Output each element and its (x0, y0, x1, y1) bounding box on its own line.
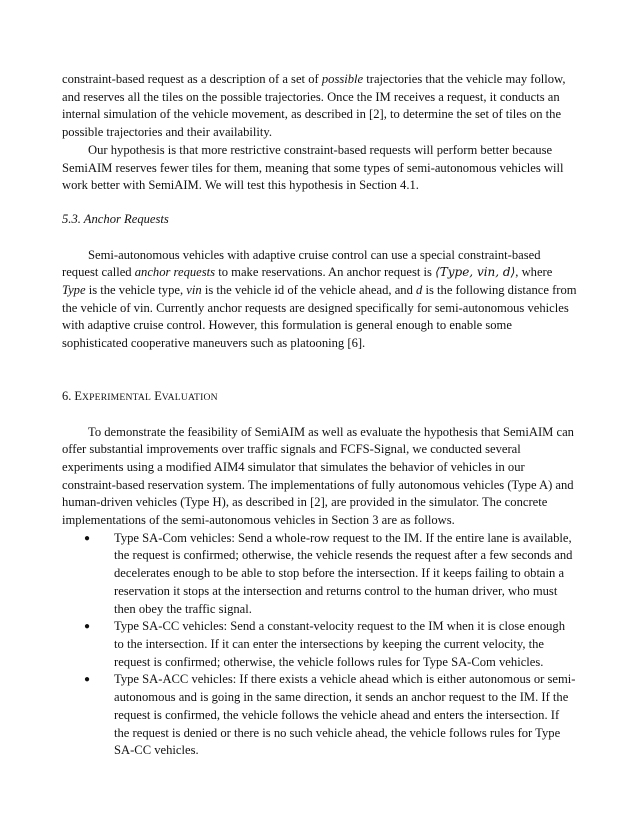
emphasis-d: d (416, 283, 423, 298)
list-item-sa-acc: ● Type SA-ACC vehicles: If there exists a vehicle ahead which is either autonomous or semi-autonomous and is going in the same direction, it sends an anchor request to the IM. If the request is confirmed, the vehicle follows the vehicle ahead and enters the intersection. If the request is denied or there is no such vehicle ahead, the vehicle follows rules for Type SA-CC vehicles. (84, 672, 576, 758)
bullet-icon: ● (84, 532, 91, 544)
paragraph-hypothesis: Our hypothesis is that more restrictive constraint-based requests will perform better because SemiAIM reserves fewer tiles for them, meaning that some types of semi-autonomous vehicles will work better with SemiAIM. We will test this hypothesis in Section 4.1. (62, 142, 564, 193)
bullet-icon: ● (84, 674, 91, 686)
list-item-sa-cc: ● Type SA-CC vehicles: Send a constant-velocity request to the IM when it is close enough to the intersection. If it can enter the intersections by keeping the current velocity, the request is confirmed; otherwise, the vehicle follows rules for Type SA-Com vehicles. (84, 619, 566, 669)
subsection-heading-anchor-requests: 5.3. Anchor Requests (62, 211, 169, 226)
anchor-tuple: ⟨Type, vin, d⟩ (435, 265, 516, 280)
emphasis-possible: possible (321, 72, 364, 86)
vehicle-types-list (62, 530, 577, 760)
emphasis-type: Type (62, 283, 86, 298)
paragraph-anchor-requests: Semi-autonomous vehicles with adaptive cruise control can use a special constraint-based request called anchor requests to make reservations. An anchor request is ⟨Type, vin, d⟩, where Type is the vehicle type, vin is the vehicle id of the vehicle ahead, and d is the following distance from the vehicle of vin. Currently anchor requests are designed specifically for semi-autonomous vehicles with adaptive cruise control. However, this formulation is general enough to enable some sophisticated cooperative maneuvers such as platooning [6]. (62, 247, 577, 351)
list-item-sa-com: ● Type SA-Com vehicles: Send a whole-row request to the IM. If the entire lane is available, the request is confirmed; otherwise, the vehicle resends the request after a few seconds and decelerates enough to be able to stop before the intersection. If it keeps failing to obtain a reservation it stops at the intersection and returns control to the human driver, who must then obey the traffic signal. (84, 530, 573, 616)
paper-page (62, 71, 577, 760)
section-heading-experimental-evaluation: 6. EXPERIMENTAL EVALUATION (62, 388, 218, 403)
paragraph-experiments: To demonstrate the feasibility of SemiAIM as well as evaluate the hypothesis that SemiAIM can offer substantial improvements over traffic signals and FCFS-Signal, we conducted several experiments using a modified AIM4 simulator that simulates the behavior of vehicles in our constraint-based reservation system. The implementations of fully autonomous vehicles (Type A) and human-driven vehicles (Type H), as described in [2], are provided in the simulator. The concrete implementations of the semi-autonomous vehicles in Section 3 are as follows. (62, 424, 574, 528)
emphasis-vin: vin (186, 283, 202, 298)
emphasis-anchor-requests: anchor requests (134, 265, 216, 280)
bullet-icon: ● (84, 621, 91, 633)
paragraph-constraint-request: constraint-based request as a description of a set of possible trajectories that the vehicle may follow, and reserves all the tiles on the possible trajectories. Once the IM receives a request, it conducts an internal simulation of the vehicle movement, as described in [2], to determine the set of tiles on the possible trajectories and their availability. (62, 72, 566, 140)
